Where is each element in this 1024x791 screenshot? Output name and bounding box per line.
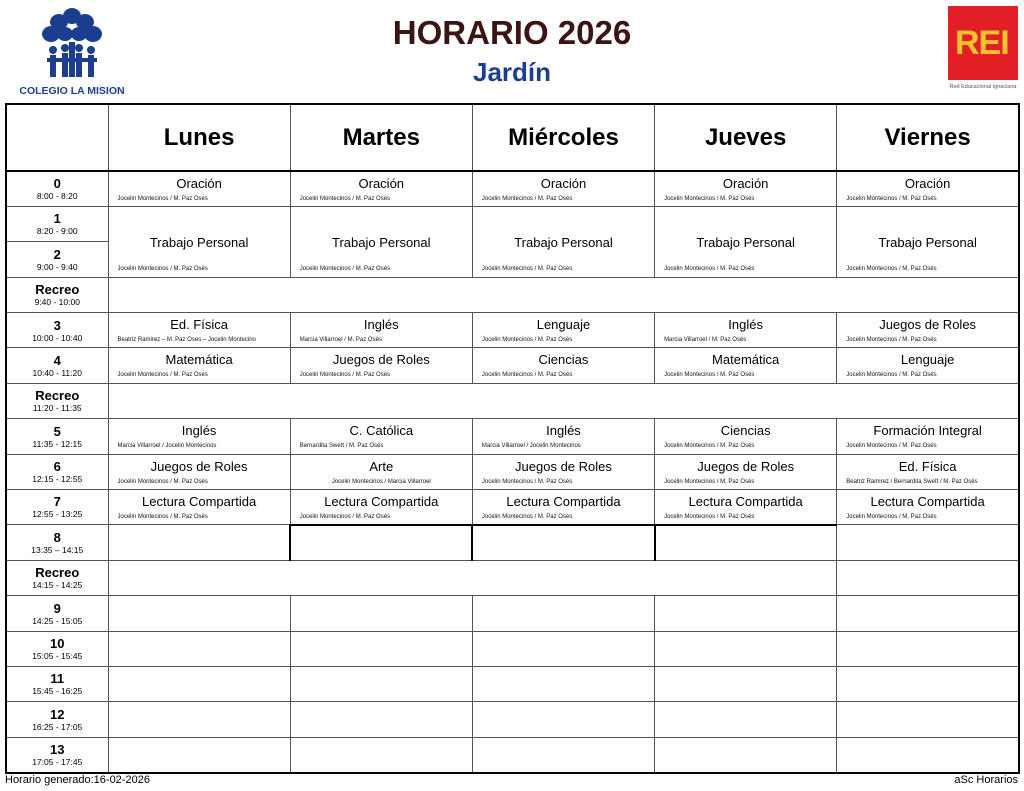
break-title: Recreo — [35, 282, 80, 298]
lesson-subject: Oración — [722, 176, 769, 191]
break-title: Recreo — [35, 388, 80, 404]
empty-cell — [655, 525, 837, 560]
lesson-cell — [655, 419, 837, 454]
period-row — [6, 454, 1019, 489]
period-time: 13:35 – 14:15 — [31, 544, 84, 555]
lesson-cell — [290, 313, 472, 348]
break-title: Recreo — [35, 565, 80, 581]
period-number: 6 — [53, 459, 61, 475]
lesson-teacher: Jocelin Montecinos / M. Paz Osés — [846, 443, 937, 450]
period-row — [6, 206, 1019, 241]
break-time: 11:20 - 11:35 — [32, 403, 82, 414]
period-time: 12:15 - 12:55 — [32, 474, 83, 485]
period-label — [6, 737, 108, 772]
empty-cell — [108, 525, 290, 560]
lesson-teacher: Jocelin Montecinos / M. Paz Osés — [299, 372, 391, 379]
empty-cell — [472, 631, 654, 666]
period-number: 12 — [50, 706, 65, 722]
lesson-teacher: Jocelin Montecinos / M. Paz Osés — [846, 337, 937, 344]
day-header: Viernes — [837, 104, 1019, 171]
empty-cell — [655, 666, 837, 701]
lesson-teacher: Jocelin Montecinos / M. Paz Osés — [846, 372, 937, 379]
day-header-row — [6, 104, 1019, 171]
lesson-cell — [108, 490, 290, 525]
lesson-teacher: Jocelin Montecinos / M. Paz Osés — [664, 265, 755, 272]
empty-cell — [837, 525, 1019, 560]
period-label — [6, 348, 108, 383]
lesson-cell — [472, 313, 654, 348]
empty-cell — [472, 596, 654, 631]
period-label — [6, 242, 108, 277]
lesson-subject: Ciencias — [720, 423, 771, 439]
lesson-subject: C. Católica — [349, 423, 414, 439]
lesson-teacher: Jocelin Montecinos / M. Paz Osés — [481, 514, 573, 521]
period-row — [6, 525, 1019, 560]
empty-cell — [472, 702, 654, 737]
lesson-teacher: Beatriz Ramirez – M. Paz Oses – Jocelin Montecino — [117, 337, 256, 344]
lesson-cell — [290, 171, 472, 206]
empty-cell — [290, 631, 472, 666]
lesson-subject: Oración — [358, 176, 405, 191]
period-number: 2 — [53, 246, 61, 262]
lesson-cell — [837, 454, 1019, 489]
period-row — [6, 737, 1019, 772]
lesson-subject: Ciencias — [538, 352, 589, 368]
empty-cell — [108, 702, 290, 737]
lesson-cell — [837, 348, 1019, 383]
break-label — [6, 560, 108, 595]
period-time: 15:45 - 16:25 — [32, 686, 83, 697]
period-number: 9 — [53, 600, 61, 616]
period-label — [6, 171, 108, 206]
empty-cell — [837, 631, 1019, 666]
corner-cell — [6, 104, 108, 171]
lesson-subject: Juegos de Roles — [515, 458, 612, 474]
empty-cell — [108, 596, 290, 631]
lesson-teacher: Jocelin Montecinos / Marcia Villarroel — [331, 478, 431, 485]
lesson-cell — [655, 313, 837, 348]
lesson-cell — [290, 419, 472, 454]
lesson-teacher: Jocelin Montecinos / M. Paz Osés — [299, 196, 391, 202]
school-logo-text: COLEGIO LA MISION — [19, 85, 125, 97]
lesson-subject: Inglés — [728, 317, 763, 333]
lesson-teacher: Jocelin Montecinos / M. Paz Osés — [664, 478, 755, 485]
period-number: 11 — [50, 671, 65, 687]
break-label — [6, 383, 108, 418]
period-label — [6, 419, 108, 454]
lesson-teacher: Bernardita Swett / M. Paz Osés — [299, 443, 384, 450]
empty-cell — [837, 666, 1019, 701]
day-header: Martes — [290, 104, 472, 171]
empty-cell — [472, 737, 654, 772]
break-cell — [108, 560, 837, 595]
empty-cell — [290, 525, 472, 560]
rei-logo — [948, 6, 1018, 90]
lesson-subject: Oración — [540, 176, 587, 191]
lesson-cell — [655, 454, 837, 489]
lesson-teacher: Jocelin Montecinos / M. Paz Osés — [117, 265, 208, 272]
period-row — [6, 419, 1019, 454]
lesson-teacher: Marcia Villarroel / M. Paz Osés — [299, 337, 382, 344]
lesson-teacher: Jocelin Montecinos / M. Paz Osés — [481, 337, 573, 344]
period-label — [6, 631, 108, 666]
lesson-cell — [655, 490, 837, 525]
period-row — [6, 490, 1019, 525]
lesson-subject: Juegos de Roles — [879, 317, 977, 333]
break-row — [6, 277, 1019, 312]
break-label — [6, 277, 108, 312]
lesson-teacher: Jocelin Montecinos / M. Paz Osés — [664, 443, 755, 450]
period-label — [6, 490, 108, 525]
lesson-teacher: Jocelin Montecinos / M. Paz Osés — [481, 265, 573, 272]
period-time: 14:25 - 15:05 — [32, 615, 83, 626]
empty-cell — [108, 666, 290, 701]
lesson-subject: Trabajo Personal — [514, 234, 613, 250]
lesson-teacher: Jocelin Montecinos / M. Paz Osés — [481, 372, 573, 379]
period-row — [6, 171, 1019, 206]
period-time: 9:00 - 9:40 — [36, 261, 78, 272]
lesson-subject: Matemática — [712, 352, 780, 368]
day-header: Miércoles — [472, 104, 654, 171]
lesson-cell — [837, 171, 1019, 206]
empty-cell — [290, 666, 472, 701]
lesson-teacher: Jocelin Montecinos / M. Paz Osés — [117, 196, 208, 202]
period-time: 17:05 - 17:45 — [32, 756, 83, 767]
lesson-cell — [290, 490, 472, 525]
period-row — [6, 596, 1019, 631]
lesson-subject: Lectura Compartida — [506, 494, 621, 510]
break-row — [6, 383, 1019, 418]
empty-cell — [837, 737, 1019, 772]
lesson-cell — [290, 206, 472, 277]
period-label — [6, 666, 108, 701]
lesson-cell — [472, 171, 654, 206]
lesson-teacher: Jocelin Montecinos / M. Paz Osés — [117, 478, 208, 485]
period-number: 7 — [53, 494, 61, 510]
lesson-cell — [472, 419, 654, 454]
lesson-subject: Trabajo Personal — [696, 234, 795, 250]
lesson-cell — [108, 313, 290, 348]
period-number: 13 — [50, 741, 65, 757]
lesson-teacher: Jocelin Montecinos / M. Paz Osés — [117, 372, 208, 379]
lesson-subject: Oración — [904, 176, 951, 191]
rei-logo-text: REI — [955, 24, 1009, 62]
period-time: 8:00 - 8:20 — [36, 191, 78, 202]
lesson-teacher: Jocelin Montecinos / M. Paz Osés — [481, 196, 573, 202]
empty-cell — [472, 666, 654, 701]
lesson-cell — [290, 348, 472, 383]
lesson-cell — [655, 206, 837, 277]
lesson-cell — [108, 348, 290, 383]
lesson-teacher: Jocelin Montecinos / M. Paz Osés — [664, 196, 755, 202]
period-label — [6, 596, 108, 631]
period-number: 10 — [50, 636, 65, 652]
lesson-subject: Inglés — [363, 317, 399, 333]
lesson-cell — [655, 348, 837, 383]
software-credit: aSc Horarios — [954, 774, 1018, 786]
lesson-teacher: Jocelin Montecinos / M. Paz Osés — [846, 196, 937, 202]
empty-cell — [655, 737, 837, 772]
lesson-teacher: Marcia Villarroel / Jocelin Montecinos — [117, 443, 217, 450]
period-time: 8:20 - 9:00 — [36, 226, 78, 237]
period-label — [6, 313, 108, 348]
lesson-cell — [108, 419, 290, 454]
period-row — [6, 348, 1019, 383]
empty-cell — [655, 631, 837, 666]
period-row — [6, 631, 1019, 666]
lesson-cell — [837, 206, 1019, 277]
period-row — [6, 702, 1019, 737]
period-label — [6, 206, 108, 241]
lesson-cell — [837, 490, 1019, 525]
lesson-subject: Ed. Física — [898, 458, 957, 474]
lesson-subject: Formación Integral — [873, 423, 982, 439]
empty-cell — [837, 702, 1019, 737]
lesson-cell — [290, 454, 472, 489]
period-number: 8 — [53, 529, 61, 545]
break-cell — [108, 277, 1019, 312]
lesson-subject: Lectura Compartida — [324, 494, 439, 510]
lesson-subject: Juegos de Roles — [697, 458, 795, 474]
empty-cell — [290, 737, 472, 772]
day-header: Lunes — [108, 104, 290, 171]
break-time: 9:40 - 10:00 — [34, 297, 80, 308]
lesson-teacher: Jocelin Montecinos / M. Paz Osés — [664, 372, 755, 379]
lesson-cell — [655, 171, 837, 206]
period-label — [6, 525, 108, 560]
lesson-cell — [472, 348, 654, 383]
period-number: 4 — [53, 352, 61, 368]
lesson-subject: Juegos de Roles — [332, 352, 430, 368]
period-time: 16:25 - 17:05 — [32, 721, 83, 732]
lesson-subject: Arte — [369, 458, 394, 474]
lesson-cell — [837, 419, 1019, 454]
lesson-teacher: Jocelin Montecinos / M. Paz Osés — [664, 514, 755, 521]
lesson-subject: Inglés — [546, 423, 581, 439]
lesson-subject: Lectura Compartida — [142, 494, 257, 510]
lesson-cell — [472, 490, 654, 525]
lesson-subject: Trabajo Personal — [149, 234, 249, 250]
empty-cell — [655, 596, 837, 631]
page-title: HORARIO 2026 — [392, 14, 632, 51]
empty-cell — [108, 631, 290, 666]
timetable — [5, 103, 1020, 774]
period-number: 1 — [53, 211, 61, 227]
empty-cell — [108, 737, 290, 772]
empty-cell — [290, 702, 472, 737]
period-time: 15:05 - 15:45 — [32, 651, 83, 662]
period-label — [6, 454, 108, 489]
period-number: 3 — [53, 317, 61, 333]
lesson-subject: Trabajo Personal — [878, 234, 977, 250]
break-row — [6, 560, 1019, 595]
lesson-teacher: Beatriz Ramirez / Bernardita Swett / M. Paz Osés — [846, 478, 978, 485]
page-subtitle: Jardín — [472, 57, 552, 87]
empty-cell — [837, 596, 1019, 631]
period-time: 10:00 - 10:40 — [32, 332, 83, 343]
lesson-subject: Trabajo Personal — [332, 234, 431, 250]
period-number: 0 — [53, 176, 61, 192]
lesson-cell — [108, 206, 290, 277]
day-header: Jueves — [655, 104, 837, 171]
period-time: 10:40 - 11:20 — [32, 367, 82, 378]
lesson-cell — [108, 454, 290, 489]
empty-cell — [290, 596, 472, 631]
lesson-subject: Lectura Compartida — [688, 494, 803, 510]
lesson-teacher: Marcia Villarroel / M. Paz Osés — [664, 337, 747, 344]
lesson-teacher: Jocelin Montecinos / M. Paz Osés — [117, 514, 208, 521]
lesson-subject: Lenguaje — [536, 317, 591, 333]
lesson-subject: Lectura Compartida — [870, 494, 985, 510]
lesson-subject: Oración — [176, 176, 222, 191]
empty-cell — [837, 560, 1019, 595]
lesson-teacher: Marcia Villarroel / Jocelin Montecinos — [481, 443, 581, 450]
lesson-teacher: Jocelin Montecinos / M. Paz Osés — [846, 514, 937, 521]
generated-date: Horario generado:16-02-2026 — [5, 774, 150, 786]
lesson-subject: Inglés — [181, 423, 217, 439]
period-time: 12:55 - 13:25 — [32, 509, 83, 520]
lesson-teacher: Jocelin Montecinos / M. Paz Osés — [481, 478, 573, 485]
lesson-subject: Lenguaje — [900, 352, 955, 368]
lesson-cell — [472, 454, 654, 489]
break-time: 14:15 - 14:25 — [32, 580, 83, 591]
lesson-teacher: Jocelin Montecinos / M. Paz Osés — [299, 265, 391, 272]
lesson-teacher: Jocelin Montecinos / M. Paz Osés — [846, 265, 937, 272]
period-time: 11:35 - 12:15 — [32, 438, 82, 449]
period-row — [6, 666, 1019, 701]
lesson-cell — [837, 313, 1019, 348]
lesson-subject: Juegos de Roles — [150, 458, 248, 474]
period-label — [6, 702, 108, 737]
period-number: 5 — [53, 423, 61, 439]
break-cell — [108, 383, 1019, 418]
lesson-subject: Matemática — [165, 352, 233, 368]
period-row — [6, 313, 1019, 348]
lesson-cell — [472, 206, 654, 277]
empty-cell — [655, 702, 837, 737]
lesson-teacher: Jocelin Montecinos / M. Paz Osés — [299, 514, 391, 521]
lesson-subject: Ed. Física — [170, 317, 228, 333]
rei-logo-caption: Red Educacional Ignaciana — [949, 84, 1017, 90]
empty-cell — [472, 525, 654, 560]
lesson-cell — [108, 171, 290, 206]
